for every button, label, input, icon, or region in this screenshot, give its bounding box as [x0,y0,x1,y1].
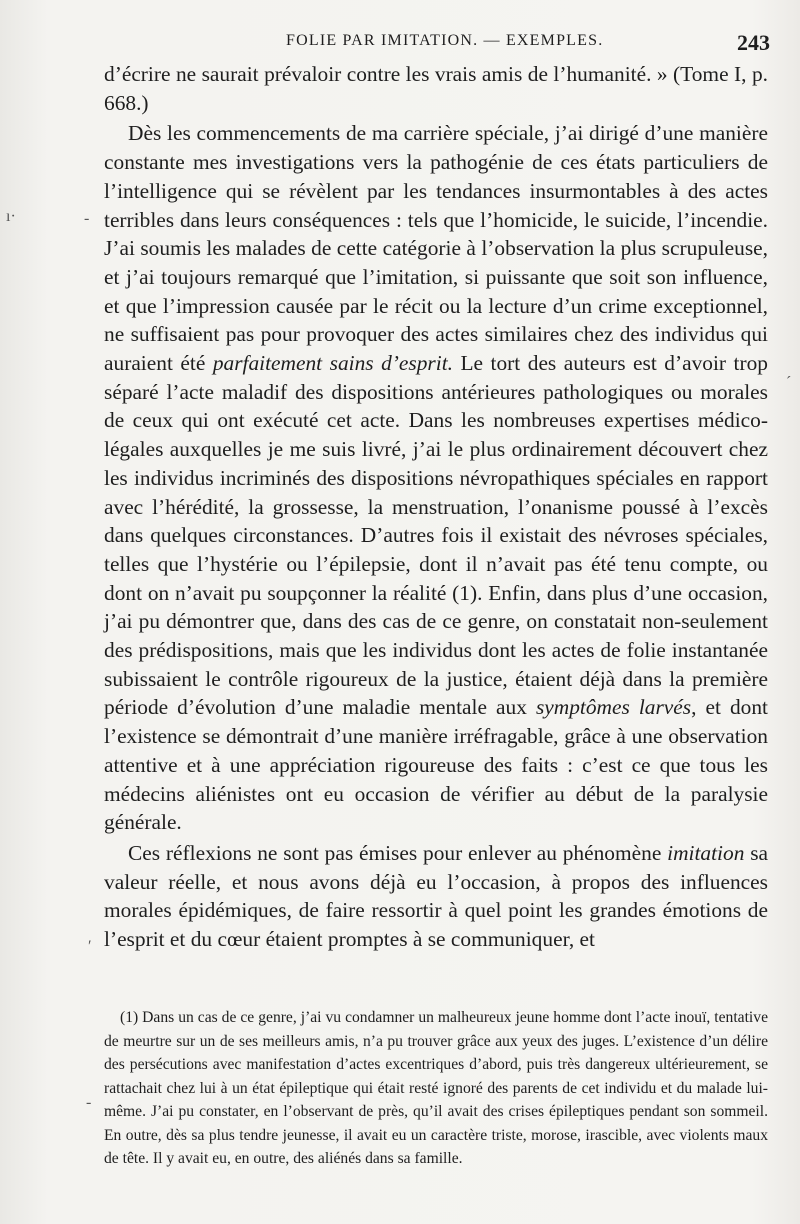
italic-phrase: imitation [667,840,745,865]
footnote [104,1006,768,1171]
main-text [104,60,768,954]
paragraph-text: Ces réflexions ne sont pas émises pour enlever au phénomène [128,840,668,865]
margin-tick-icon: ′ [88,938,92,955]
page-number: 243 [737,30,770,55]
margin-dash-icon: - [86,1094,92,1111]
paragraph-continuation: d’écrire ne saurait prévaloir contre les vrais amis de l’humanité. » (Tome I, p. 668.) [104,62,768,115]
paragraph-pathogenie [104,119,768,837]
italic-phrase: parfaitement sains d’esprit. [212,351,453,376]
paragraph-text: Dès les commencements de ma carrière spéciale, j’ai dirigé d’une manière constante mes investigations vers la pathogénie de ces états particuliers de l’intelligence qui se révèlent par les tendances insurmontables à des actes terribles dans leurs conséquences : tels que l’homicide, le suicide, l’incendie. J’ai soumis les malades de cette catégorie à l’observation la plus scrupuleuse, et j’ai toujours remarqué que l’imitation, si puissante que soit son influence, et que l’impression causée par le récit ou la lecture d’un crime exceptionnel, ne suffisaient pas pour provoquer des actes similaires chez des individus qui auraient été [104,121,768,376]
paragraph-reflexions [104,839,768,954]
margin-tick-icon: ˊ [786,374,792,391]
paragraph-text: Le tort des auteurs est d’avoir trop séparé l’acte maladif des dispositions antérieures pathologiques ou morales de ceux qui ont exécuté cet acte. Dans les nombreuses expertises médico-légales auxquelles je me suis livré, j’ai le plus ordinairement découvert chez les individus incriminés des dispositions névropathiques spéciales en rapport avec l’hérédité, la grossesse, la menstruation, l’onanisme poussé à l’excès dans quelques circonstances. D’autres fois il existait des névroses spéciales, telles que l’hystérie ou l’épilepsie, dont il n’avait pas été tenu compte, ou dont on n’avait pu soupçonner la réalité (1). Enfin, dans plus d’une occasion, j’ai pu démontrer que, dans des cas de ce genre, on constatait non-seulement des prédispositions, mais que les individus dont les actes de folie instantanée subissaient le contrôle rigoureux de la justice, étaient déjà dans la première période d’évolution d’une maladie mentale aux [104,351,768,720]
running-title: FOLIE PAR IMITATION. — EXEMPLES. [286,32,604,49]
page-header [104,30,770,56]
paragraph-text: , et dont l’existence se démontrait d’une manière irréfragable, grâce à une observation attentive et à une appréciation rigoureuse des faits : c’est ce que tous les médecins aliénistes ont eu occasion de vérifier au début de la paralysie générale. [104,695,768,835]
paragraph-text: sa valeur réelle, et nous avons déjà eu l’occasion, à propos des influences morales épidémiques, de faire ressortir à quel point les grandes émotions de l’esprit et du cœur étaient promptes à se communiquer, et [104,840,769,952]
margin-mark-icon: ı· [6,208,16,225]
footnote-text: (1) Dans un cas de ce genre, j’ai vu condamner un malheureux jeune homme dont l’acte inouï, tentative de meurtre sur un de ses meilleurs amis, n’a pu trouver grâce aux yeux des juges. L’existence d’un délire des persécutions avec manifestation d’actes excentriques d’abord, puis très dangereux ultérieurement, se rattachait chez lui à un état épileptique qui était resté ignoré des parents de cet individu et du malade lui-même. J’ai pu constater, en l’observant de près, qu’il avait des crises épileptiques pendant son sommeil. En outre, dès sa plus tendre jeunesse, il avait eu un caractère triste, morose, irascible, avec violents maux de tête. Il y avait eu, en outre, des aliénés dans sa famille. [104,1009,768,1167]
margin-dash-icon: - [84,210,90,227]
italic-phrase: symptômes larvés [535,695,692,720]
